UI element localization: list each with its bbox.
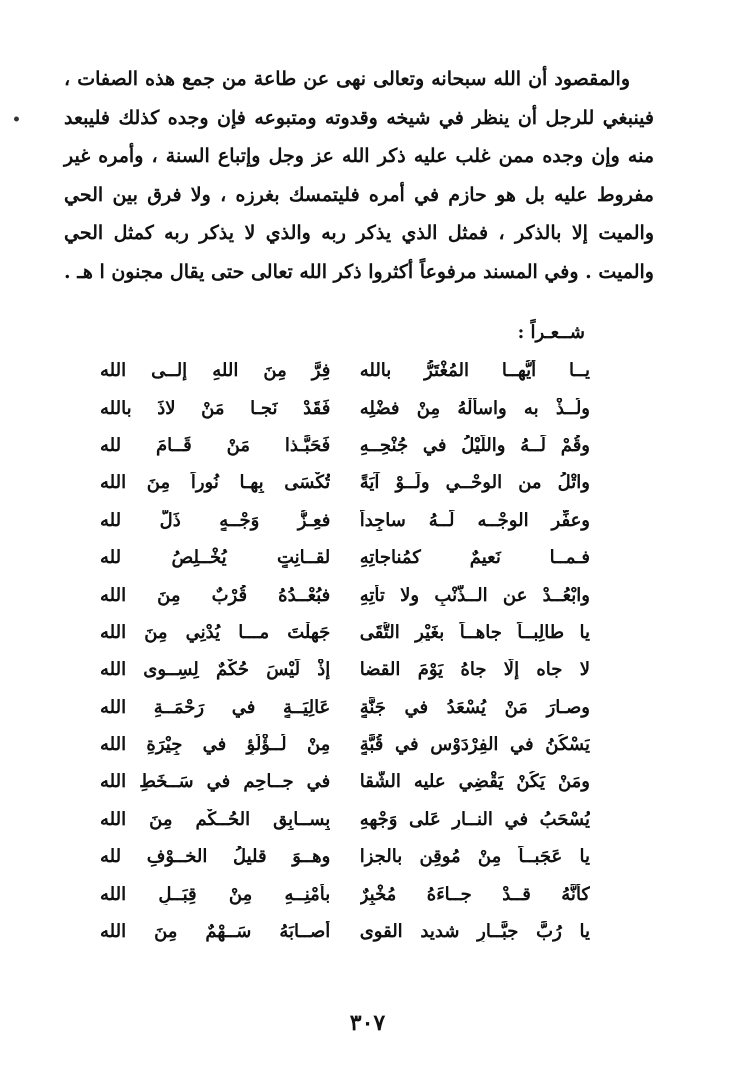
second-hemistich: فَحَبَّـذا مَنْ قَــامَ لله: [100, 434, 331, 456]
prose-paragraph: والمقصود أن الله سبحانه وتعالى نهى عن طاعة من جمع هذه الصفات ، فينبغي للرجل أن ينظر في شيخه وقدوته ومتبوعه فإن وجده كذلك فليبعد منه وإن وجده ممن غلب عليه ذكر الله عز وجل وإتباع السنة ، وأمره غير مفروط عليه بل هو حازم في أمره فليتمسك بغرزه ، ولا فرق بين الحي والميت إلا بالذكر ، فمثل الذي يذكر ربه والذي لا يذكر ربه كمثل الحي والميت . وفي المسند مرفوعاً أكثروا ذكر الله تعالى حتى يقال مجنون ا هـ .: [64, 68, 654, 283]
verse: [100, 352, 590, 389]
second-hemistich: مِنْ لُــؤْلُؤٍ في جِيْرَةِ الله: [100, 734, 331, 756]
verse: [100, 801, 590, 838]
verse: [100, 726, 590, 763]
first-hemistich: كأنَّهُ قــدْ جــاءَهُ مُخْبِرٌ: [359, 883, 590, 905]
second-hemistich: بِســابِقِ الحُــكْمِ مِنَ الله: [100, 808, 331, 830]
second-hemistich: تُكْسَى بِهـا نُوراً مِنَ الله: [100, 472, 331, 494]
first-hemistich: يا عَجَبــاً مِنْ مُوقِنٍ بالجزا: [359, 846, 590, 868]
verse: [100, 763, 590, 800]
second-hemistich: عَالِيَــةٍ في رَحْمَــةِ الله: [100, 696, 331, 718]
second-hemistich: وهــوَ قليلُ الخــوْفِ لله: [100, 846, 331, 868]
second-hemistich: جَهِلْتَ مـــا يُدْنِي مِنَ الله: [100, 621, 331, 643]
first-hemistich: وصـارَ مَنْ يُسْعَدُ في جَنَّةٍ: [359, 696, 590, 718]
second-hemistich: لقــانِتٍ يُخْــلِصُ لله: [100, 547, 331, 569]
verse: [100, 389, 590, 426]
verse: [100, 689, 590, 726]
second-hemistich: فَقَدْ نَجـا مَنْ لاذَ بالله: [100, 397, 331, 419]
second-hemistich: فعِـزُّ وَجْــهٍ ذَلَّ لله: [100, 509, 331, 531]
first-hemistich: يُسْحَبُ في النــارِ عَلى وَجْهِهِ: [359, 808, 590, 830]
first-hemistich: وعفِّر الوجْــه لَــهُ ساجِداً: [359, 509, 590, 531]
first-hemistich: ومَنْ يَكُنْ يَقْضِي عليه الشَّقا: [359, 771, 590, 793]
first-hemistich: وابْعُــدْ عن الــذَّنْبِ ولا تأتِهِ: [359, 584, 590, 606]
verse: [100, 502, 590, 539]
verse: [100, 838, 590, 875]
verse: [100, 576, 590, 613]
first-hemistich: يَسْكُنُ في الفِرْدَوْسِ في قُبَّةٍ: [359, 734, 590, 756]
verse: [100, 913, 590, 950]
second-hemistich: فبُعْــدُهُ قُرْبٌ مِنَ الله: [100, 584, 331, 606]
first-hemistich: لا جاه إلَّا جاهُ يَوْمَ القضا: [359, 659, 590, 681]
verse: [100, 539, 590, 576]
second-hemistich: فِرَّ مِنَ اللهِ إلــى الله: [100, 360, 331, 382]
second-hemistich: إذْ لَيْسَ حُكْمٌ لِسِــوى الله: [100, 659, 331, 681]
prose-block: [64, 60, 654, 292]
first-hemistich: ولُــذْ به واسأَلْهُ مِنْ فضْلِه: [359, 397, 590, 419]
margin-mark: •: [12, 112, 21, 128]
verse: [100, 651, 590, 688]
verse: [100, 614, 590, 651]
first-hemistich: يا طالِبــاً جاهــاً بغَيْرِ التُّقَى: [359, 621, 590, 643]
second-hemistich: أصــابَهُ سَــهْمٌ مِنَ الله: [100, 921, 331, 943]
first-hemistich: واتْلُ من الوحْــيِ ولَــوْ آيَةً: [359, 472, 590, 494]
poem: [100, 352, 590, 950]
verse: [100, 875, 590, 912]
first-hemistich: يا رُبَّ جبَّــارٍ شديد القوى: [359, 921, 590, 943]
first-hemistich: فـمــا نَعيمٌ كمُناجاتِهِ: [359, 547, 590, 569]
second-hemistich: في جــاحِمٍ في سَــخَطِ الله: [100, 771, 331, 793]
first-hemistich: يــا أيُّهــا المُغْتَرُّ بالله: [359, 360, 590, 382]
first-hemistich: وقُمْ لَــهُ واللَّيْلُ في جُنْحِــهِ: [359, 434, 590, 456]
verse: [100, 427, 590, 464]
verse: [100, 464, 590, 501]
page-number: ٣٠٧: [349, 1010, 386, 1036]
poetry-heading: شــعـراً :: [517, 322, 585, 343]
second-hemistich: بأمْنِــهِ مِنْ قِبَــلِ الله: [100, 883, 331, 905]
